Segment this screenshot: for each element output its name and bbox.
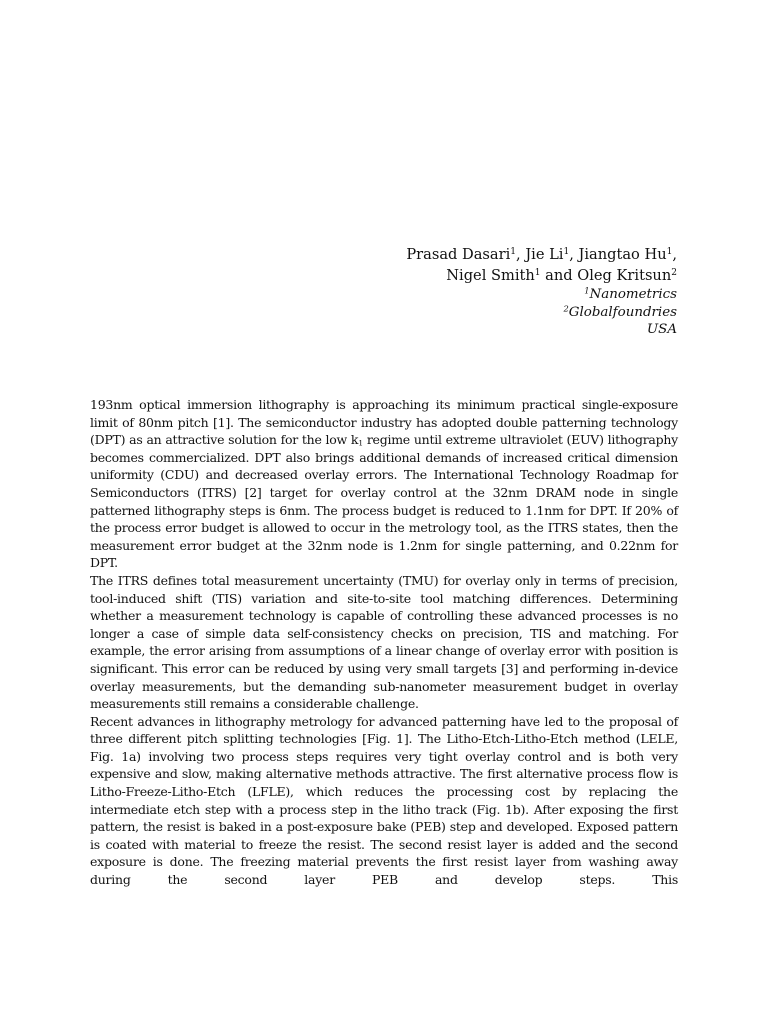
- body-text: [90, 396, 678, 889]
- author-separator: ,: [569, 246, 579, 263]
- paragraph-2: The ITRS defines total measurement uncertainty (TMU) for overlay only in terms of precision, tool-induced shift (TIS) variation and site-to-site tool matching differences. Determining whether a measurement technology is capable of controlling these advanced processes is no longer a case of simple data self-consistency checks on precision, TIS and matching. For example, the error arising from assumptions of a linear change of overlay error with position is significant. This error can be reduced by using very small targets [3] and performing in-device overlay measurements, but the demanding sub-nanometer measurement budget in overlay measurements still remains a considerable challenge.: [90, 572, 678, 712]
- author-affil-mark: 2: [671, 268, 677, 279]
- author-line-2: [257, 265, 677, 286]
- affil-text: Globalfoundries: [568, 304, 677, 320]
- author-affil-mark: 1: [510, 247, 517, 258]
- author-affil-mark: 1: [666, 247, 673, 258]
- paragraph-3: Recent advances in lithography metrology for advanced patterning have led to the proposal of three different pitch splitting technologies [Fig. 1]. The Litho-Etch-Litho-Etch method (LELE, Fig. 1a) involving two process steps requires very tight overlay control and is both very expensive and slow, making alternative methods attractive. The first alternative process flow is Litho-Freeze-Litho-Etch (LFLE), which reduces the processing cost by replacing the intermediate etch step with a process step in the litho track (Fig. 1b). After exposing the first pattern, the resist is baked in a post-exposure bake (PEB) step and developed. Exposed pattern is coated with material to freeze the resist. The second resist layer is added and the second exposure is done. The freezing material prevents the first resist layer from washing away during the second layer PEB and develop steps. This: [90, 713, 678, 888]
- affil-mark: 2: [563, 302, 569, 313]
- paragraph-1-text-a: 193nm optical immersion lithography is approaching its minimum practical single-exposure limit of 80nm pitch [1]. The semiconductor industry has adopted double patterning technology (DPT) as an attractive solution for the low k: [90, 397, 678, 448]
- affiliation-2: [257, 304, 677, 322]
- affil-text: USA: [646, 322, 677, 337]
- author-line-1: [257, 244, 677, 265]
- author-affil-mark: 1: [563, 247, 570, 258]
- author-affil-mark: 1: [534, 268, 541, 279]
- author-separator: ,: [516, 246, 526, 263]
- affiliation-1: [257, 286, 677, 304]
- author-name: Jiangtao Hu: [578, 246, 667, 263]
- paragraph-1: [90, 396, 678, 572]
- author-block: [257, 244, 677, 339]
- affiliation-country: [257, 321, 677, 339]
- author-name: Oleg Kritsun: [577, 267, 672, 284]
- author-separator: and: [540, 267, 578, 284]
- paragraph-1-text-b: regime until extreme ultraviolet (EUV) lithography becomes commercialized. DPT also brings additional demands of increased critical dimension uniformity (CDU) and decreased overlay errors. The International Technology Roadmap for Semiconductors (ITRS) [2] target for overlay control at the 32nm DRAM node in single patterned lithography steps is 6nm. The process budget is reduced to 1.1nm for DPT. If 20% of the process error budget is allowed to occur in the metrology tool, as the ITRS states, then the measurement error budget at the 32nm node is 1.2nm for single patterning, and 0.22nm for DPT.: [90, 432, 678, 571]
- affil-text: Nanometrics: [589, 287, 677, 302]
- author-name: Prasad Dasari: [406, 246, 511, 263]
- affil-mark: 1: [584, 285, 590, 296]
- author-separator: ,: [672, 246, 677, 263]
- author-name: Nigel Smith: [446, 267, 535, 284]
- k1-subscript: 1: [358, 438, 363, 448]
- author-name: Jie Li: [525, 246, 564, 263]
